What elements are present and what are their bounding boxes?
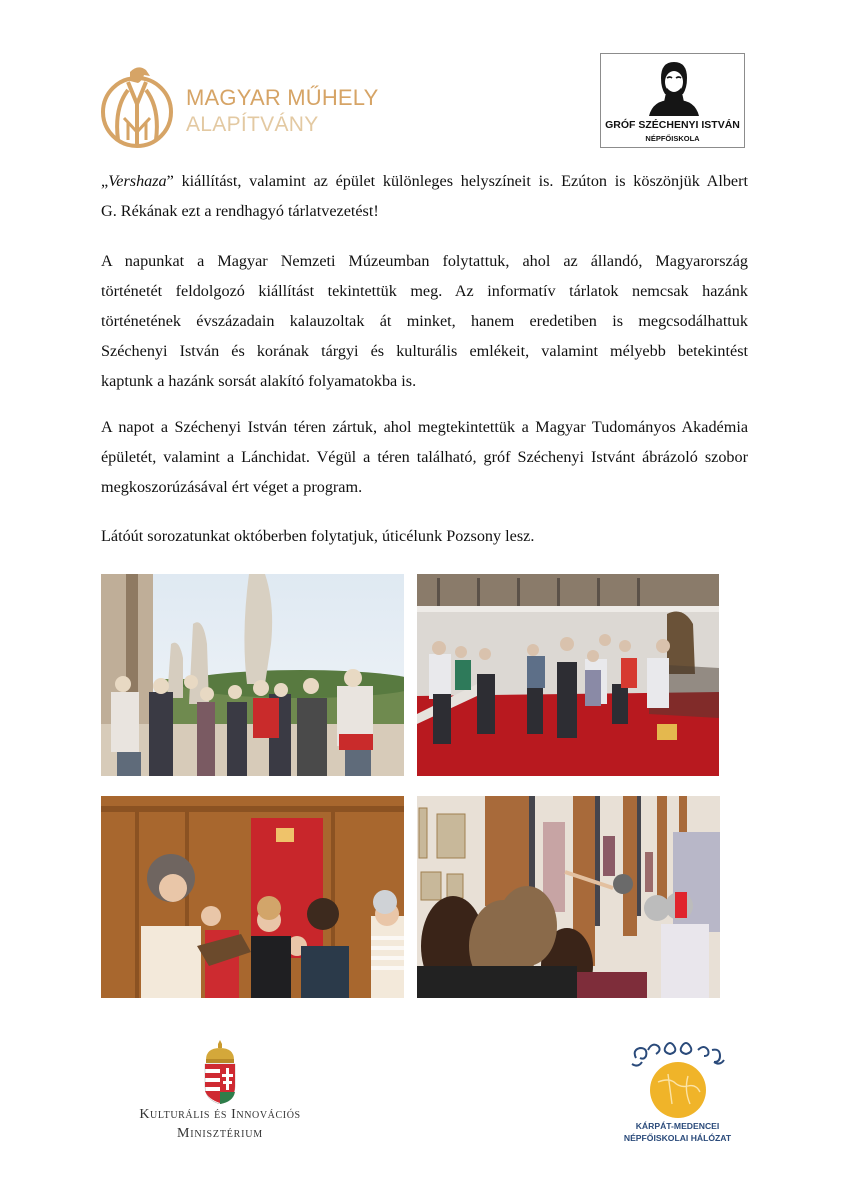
text-line: megkoszorúzásával ért véget a program. xyxy=(101,478,363,496)
museum-photo-image xyxy=(417,574,719,776)
guide-photo-image xyxy=(101,796,404,998)
text-line: A napot a Széchenyi István téren zártuk, ahol megtekintettük a Magyar Tudományos Akadémia xyxy=(101,418,748,436)
exhibition-name: Vershaza xyxy=(108,172,167,190)
text-line: Látóút sorozatunkat októberben folytatjuk, úticélunk Pozsony lesz. xyxy=(101,527,535,545)
photo-group-on-terrace xyxy=(101,574,404,776)
karpat-medencei-nepfoiskolai-halozat-logo xyxy=(605,1038,750,1146)
photo-guide-with-folder xyxy=(101,796,404,998)
logo-subtitle: NÉPFŐISKOLA xyxy=(645,134,700,143)
szechenyi-portrait-icon xyxy=(643,56,703,118)
paragraph-3 xyxy=(101,412,748,502)
logo-title: MAGYAR MŰHELY xyxy=(186,85,379,110)
text-line: G. Rékának ezt a rendhagyó tárlatvezetést! xyxy=(101,202,379,220)
text-line: épületét, valamint a Lánchidat. Végül a téren található, gróf Széchenyi Istvánt ábrázoló szobor xyxy=(101,448,748,466)
network-name-line2: NÉPFŐISKOLAI HÁLÓZAT xyxy=(623,1133,732,1143)
carpathian-basin-map-icon xyxy=(628,1038,728,1120)
text-line: történetét feldolgozó kiállítást tekintettük meg. Az informatív tárlatok nemcsak hazánk xyxy=(101,282,748,300)
ministry-name-line1: Kulturális és Innovációs xyxy=(139,1107,301,1122)
grof-szechenyi-nepfoiskola-logo xyxy=(600,53,745,148)
text-line: történetének évszázadain kalauzoltak át minket, hanem eredetiben is megcsodálhattuk xyxy=(101,312,748,330)
gallery-photo-image xyxy=(417,796,720,998)
logo-title: GRÓF SZÉCHENYI ISTVÁN xyxy=(605,119,740,131)
photo-gallery-pointing xyxy=(417,796,720,998)
hungarian-coat-of-arms-icon xyxy=(200,1040,240,1104)
network-name-line1: KÁRPÁT-MEDENCEI xyxy=(635,1121,720,1131)
text-line: Széchenyi István és korának tárgyi és kulturális emlékeit, valamint mélyebb betekintést xyxy=(101,342,748,360)
kulturalis-es-innovacios-miniszterium-logo xyxy=(120,1040,320,1145)
terrace-photo-image xyxy=(101,574,404,776)
paragraph-1 xyxy=(101,166,748,226)
text-line: kaptunk a hazánk sorsát alakító folyamatokba is. xyxy=(101,372,417,390)
text-line: „Vershaza” kiállítást, valamint az épület különleges helyszíneit is. Ezúton is köszönjük Albert xyxy=(101,172,748,190)
photo-museum-hall xyxy=(417,574,719,776)
paragraph-2 xyxy=(101,246,748,396)
text-line: A napunkat a Magyar Nemzeti Múzeumban folytattuk, ahol az állandó, Magyarország xyxy=(101,252,748,270)
magyar-muhely-logo xyxy=(100,60,380,152)
ministry-name-line2: Minisztérium xyxy=(177,1126,263,1141)
logo-subtitle: ALAPÍTVÁNY xyxy=(186,113,319,136)
eagle-circle-icon xyxy=(100,60,180,152)
paragraph-4 xyxy=(101,521,748,551)
